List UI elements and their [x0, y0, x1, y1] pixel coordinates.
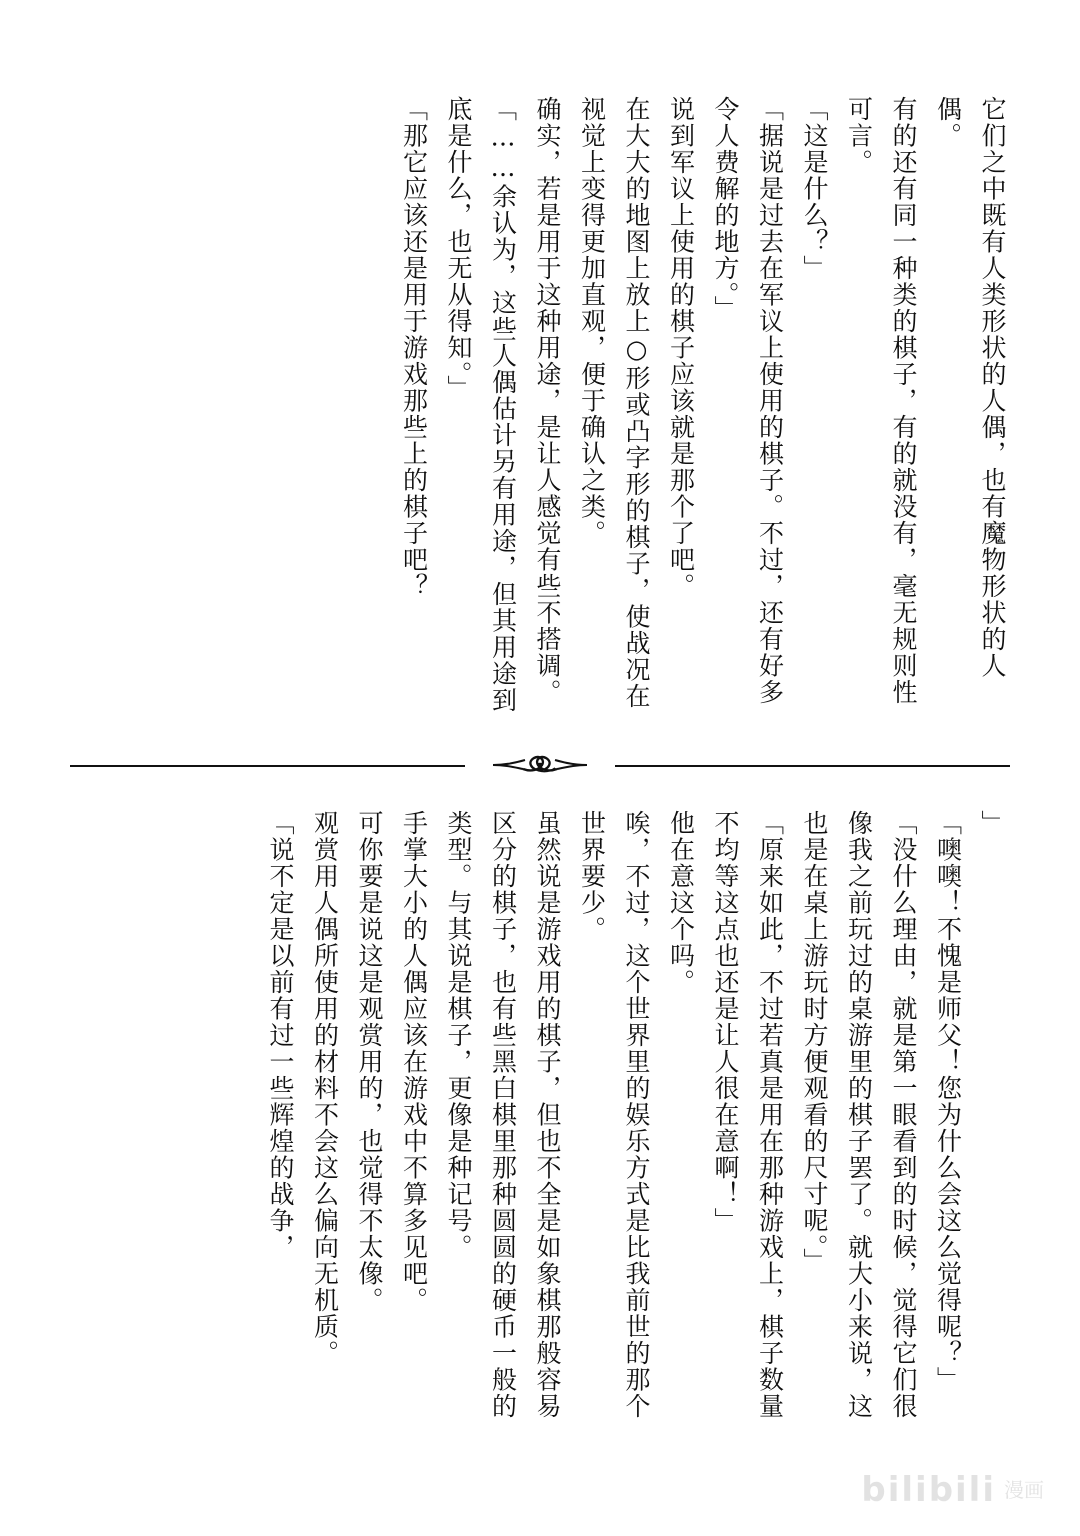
paragraph: 「原来如此，不过若真是用在那种游戏上，棋子数量不均等这点也还是让人很在意啊！」	[711, 810, 785, 1420]
paragraph: 「没什么理由，就是第一眼看到的时候，觉得它们很像我之前玩过的桌游里的棋子罢了。就大小来说，这也是在桌上游玩时方便观看的尺寸呢。」	[800, 810, 918, 1420]
paragraph: 手掌大小的人偶应该在游戏中不算多见吧。	[399, 810, 429, 1314]
paragraph: 虽然说是游戏用的棋子，但也不全是如象棋那般容易区分的棋子，也有些黑白棋里那种圆圆的硬币一般的类型。与其说是棋子，更像是种记号。	[444, 810, 562, 1420]
paragraph: 「这是什么？」	[800, 96, 829, 282]
watermark	[861, 1470, 1044, 1510]
paragraph: 有的还有同一种类的棋子，有的就没有，毫无规则性可言。	[844, 96, 918, 706]
paragraph: 他在意这个吗。	[666, 810, 696, 996]
bottom-paragraphs	[258, 810, 1015, 1440]
top-paragraphs	[391, 96, 1014, 726]
paragraph: 「说不定是以前有过一些辉煌的战争，	[266, 810, 295, 1261]
paragraph: 唉，不过，这个世界里的娱乐方式是比我前世的那个世界要少。	[577, 810, 651, 1420]
paragraph: 确实，若是用于这种用途，是让人感觉有些不搭调。	[533, 96, 562, 706]
bilibili-logo: bilibili	[861, 1470, 996, 1510]
paragraph: 在大大的地图上放上○形或凸字形的棋子，使战况在视觉上变得更加直观，便于确认之类。	[577, 96, 651, 710]
top-text-column	[234, 96, 1014, 726]
flourish-ornament	[435, 748, 645, 782]
bottom-text-column	[134, 810, 1014, 1440]
paragraph: 「噢噢！不愧是师父！您为什么会这么觉得呢？」	[933, 810, 963, 1393]
paragraph: 」	[978, 810, 1007, 837]
section-divider	[70, 748, 1010, 782]
divider-rule-left	[70, 765, 465, 767]
paragraph: 「据说是过去在军议上使用的棋子。不过，还有好多令人费解的地方。」	[711, 96, 785, 706]
paragraph: 「……余认为，这些人偶估计另有用途，但其用途到底是什么，也无从得知。」	[444, 96, 518, 714]
watermark-label: 漫画	[1004, 1477, 1044, 1502]
paragraph: 可你要是说这是观赏用的，也觉得不太像。	[355, 810, 384, 1314]
paragraph: 它们之中既有人类形状的人偶，也有魔物形状的人偶。	[933, 96, 1007, 679]
paragraph: 说到军议上使用的棋子应该就是那个了吧。	[666, 96, 696, 600]
paragraph: 「那它应该还是用于游戏那些上的棋子吧？	[399, 96, 429, 600]
divider-rule-right	[615, 765, 1010, 767]
paragraph: 观赏用人偶所使用的材料不会这么偏向无机质。	[310, 810, 340, 1367]
